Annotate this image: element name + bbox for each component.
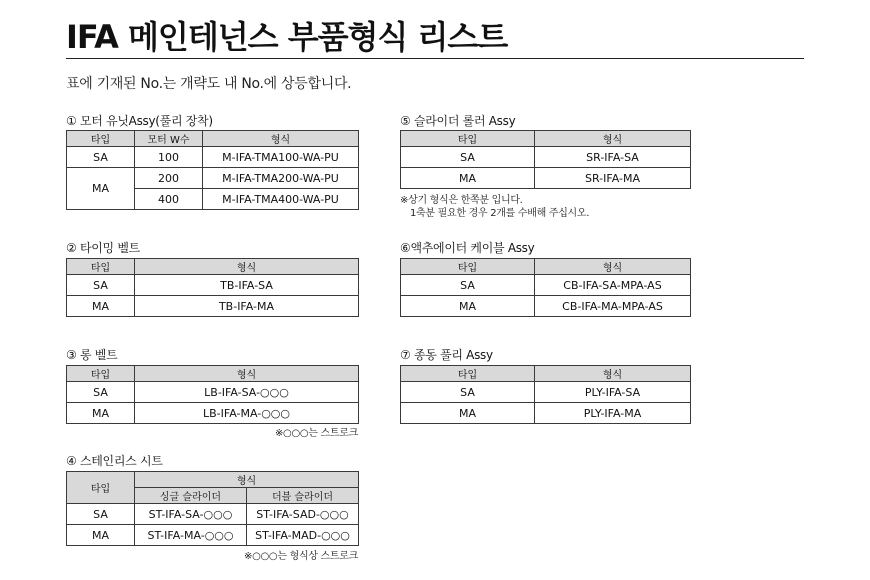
section-title-stainless-sheet: ④ 스테인리스 시트: [66, 454, 163, 468]
page-title: IFA 메인테넌스 부품형식 리스트: [66, 18, 508, 56]
cell-single-model: ST-IFA-SA-○○○: [135, 504, 247, 525]
col-header-model: 형식: [535, 131, 691, 147]
col-header-model: 형식: [203, 131, 359, 147]
long-belt-note: ※○○○는 스트로크: [274, 428, 358, 439]
section-title-timing-belt: ② 타이밍 벨트: [66, 241, 140, 255]
table-header-row: [67, 131, 359, 147]
col-header-double-slider: 더블 슬라이더: [247, 488, 359, 504]
cell-type: SA: [67, 382, 135, 403]
cell-single-model: ST-IFA-MA-○○○: [135, 525, 247, 546]
cell-type: SA: [401, 275, 535, 296]
stainless-sheet-note: ※○○○는 형식상 스트로크: [244, 551, 358, 562]
slider-roller-note-line2: 1축분 필요한 경우 2개를 수배해 주십시오.: [410, 208, 590, 219]
table-header-row: [401, 259, 691, 275]
cell-model: LB-IFA-SA-○○○: [135, 382, 359, 403]
cell-model: PLY-IFA-SA: [535, 382, 691, 403]
cell-model: M-IFA-TMA100-WA-PU: [203, 147, 359, 168]
table-header-row: [401, 366, 691, 382]
cell-type: MA: [67, 168, 135, 210]
table-row: [67, 275, 359, 296]
section-title-actuator-cable: ⑥액추에이터 케이블 Assy: [400, 241, 535, 255]
table-row: [401, 147, 691, 168]
long-belt-table: [66, 365, 359, 424]
cell-watt: 100: [135, 147, 203, 168]
col-header-model: 형식: [135, 472, 359, 488]
cell-model: SR-IFA-MA: [535, 168, 691, 189]
slider-roller-table: [400, 130, 691, 189]
table-header-row: [401, 131, 691, 147]
cell-type: SA: [67, 504, 135, 525]
motor-unit-table: [66, 130, 359, 210]
section-title-idler-pulley: ⑦ 종동 풀리 Assy: [400, 348, 493, 362]
cell-model: TB-IFA-SA: [135, 275, 359, 296]
cell-model: PLY-IFA-MA: [535, 403, 691, 424]
cell-double-model: ST-IFA-MAD-○○○: [247, 525, 359, 546]
cell-type: MA: [67, 525, 135, 546]
col-header-type: 타입: [67, 259, 135, 275]
col-header-model: 형식: [135, 259, 359, 275]
cell-type: MA: [401, 296, 535, 317]
table-row: [401, 296, 691, 317]
table-row: [67, 403, 359, 424]
cell-type: SA: [401, 147, 535, 168]
col-header-type: 타입: [67, 131, 135, 147]
cell-type: MA: [401, 403, 535, 424]
col-header-single-slider: 싱글 슬라이더: [135, 488, 247, 504]
cell-type: MA: [67, 403, 135, 424]
timing-belt-table: [66, 258, 359, 317]
cell-type: SA: [401, 382, 535, 403]
table-header-row: [67, 366, 359, 382]
col-header-model: 형식: [535, 366, 691, 382]
cell-model: CB-IFA-SA-MPA-AS: [535, 275, 691, 296]
table-row: [67, 504, 359, 525]
table-row: [67, 296, 359, 317]
slider-roller-note-line1: ※상기 형식은 한쪽분 입니다.: [400, 195, 523, 206]
section-title-long-belt: ③ 롱 벨트: [66, 348, 118, 362]
col-header-type: 타입: [67, 366, 135, 382]
table-row: [401, 168, 691, 189]
table-row: [67, 168, 359, 189]
table-row: [67, 525, 359, 546]
table-header-row: [67, 472, 359, 488]
col-header-type: 타입: [401, 366, 535, 382]
cell-type: SA: [67, 147, 135, 168]
cell-double-model: ST-IFA-SAD-○○○: [247, 504, 359, 525]
col-header-type: 타입: [401, 131, 535, 147]
col-header-type: 타입: [67, 472, 135, 504]
idler-pulley-table: [400, 365, 691, 424]
stainless-sheet-table: [66, 471, 359, 546]
table-row: [67, 147, 359, 168]
table-row: [401, 382, 691, 403]
cell-type: MA: [67, 296, 135, 317]
section-title-motor-unit: ① 모터 유닛Assy(풀리 장착): [66, 114, 213, 128]
col-header-type: 타입: [401, 259, 535, 275]
cell-type: MA: [401, 168, 535, 189]
title-divider: [66, 58, 804, 59]
col-header-model: 형식: [135, 366, 359, 382]
table-row: [401, 275, 691, 296]
cell-watt: 400: [135, 189, 203, 210]
section-title-slider-roller: ⑤ 슬라이더 롤러 Assy: [400, 114, 516, 128]
page-subtitle: 표에 기재된 No.는 개략도 내 No.에 상등합니다.: [66, 76, 352, 92]
col-header-model: 형식: [535, 259, 691, 275]
cell-model: SR-IFA-SA: [535, 147, 691, 168]
table-header-row: [67, 259, 359, 275]
cell-model: M-IFA-TMA200-WA-PU: [203, 168, 359, 189]
cell-model: M-IFA-TMA400-WA-PU: [203, 189, 359, 210]
col-header-watt: 모터 W수: [135, 131, 203, 147]
cell-model: LB-IFA-MA-○○○: [135, 403, 359, 424]
cell-model: TB-IFA-MA: [135, 296, 359, 317]
cell-type: SA: [67, 275, 135, 296]
table-row: [67, 382, 359, 403]
cell-watt: 200: [135, 168, 203, 189]
table-row: [401, 403, 691, 424]
actuator-cable-table: [400, 258, 691, 317]
cell-model: CB-IFA-MA-MPA-AS: [535, 296, 691, 317]
